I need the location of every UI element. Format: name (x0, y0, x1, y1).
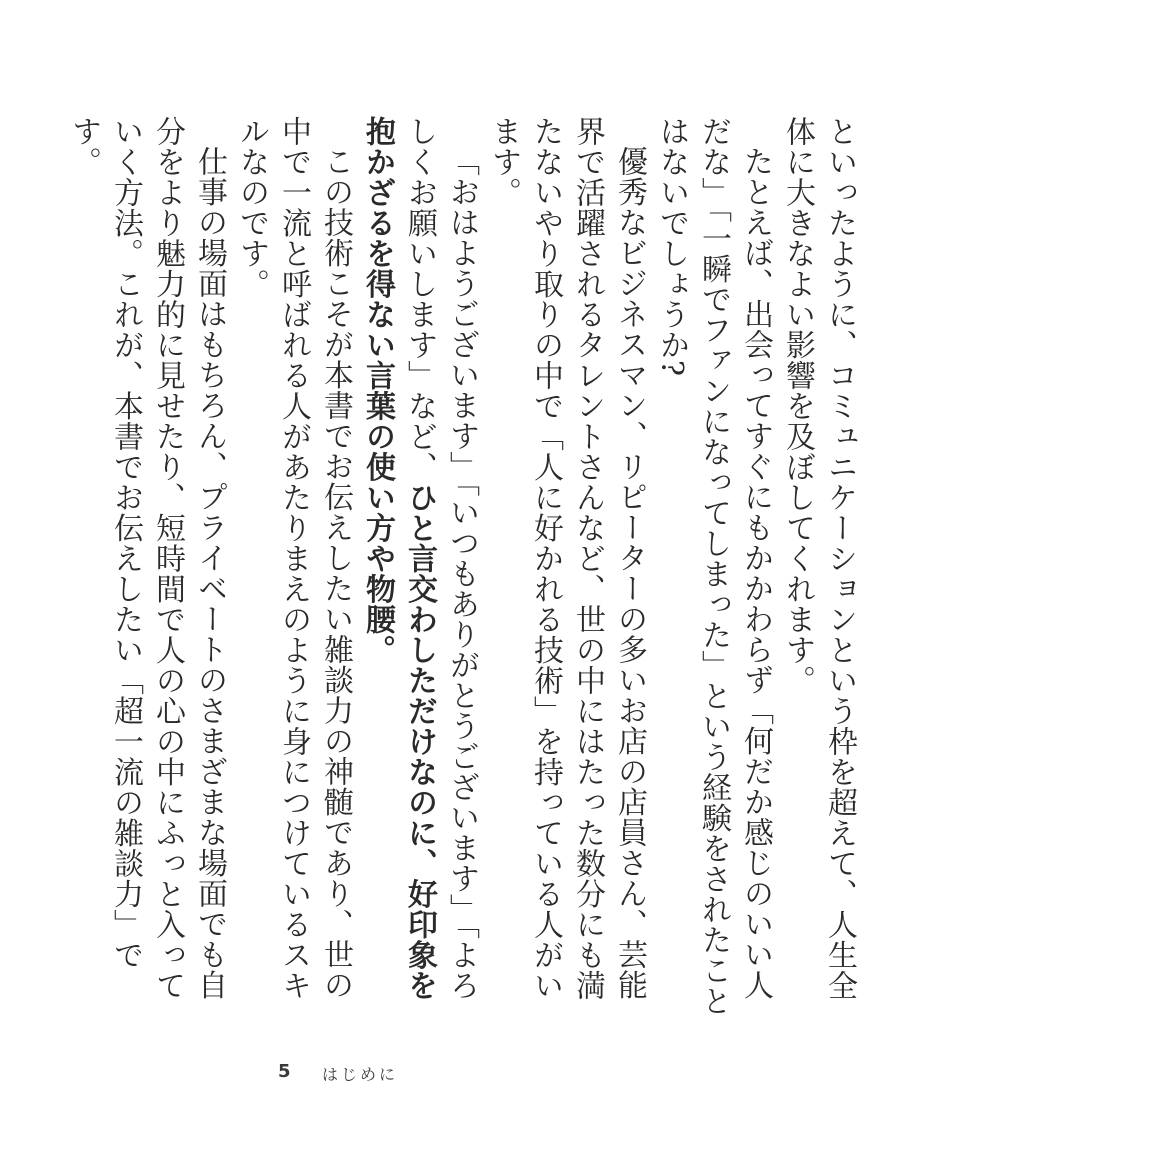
paragraph-1: といったように、コミュニケーションという枠を超えて、人生全体に大きなよい影響を及ぼしてくれます。 (780, 116, 857, 1001)
paragraph-5: この技術こそが本書でお伝えしたい雑談力の神髄であり、世の中で一流と呼ばれる人があたりまえのように身につけているスキルなのです。 (234, 116, 353, 1001)
vertical-body-text (66, 116, 860, 1016)
paragraph-4-bold-emphasis: ひと言交わしただけなのに、好印象を抱かざるを得ない言葉の使い方や物腰。 (360, 116, 437, 1001)
running-head: はじめに (322, 1065, 399, 1084)
page-number: 5 (278, 1061, 291, 1082)
paragraph-6: 仕事の場面はもちろん、プライベートのさまざまな場面でも自分をより魅力的に見せたり、短時間で人の心の中にふっと入っていく方法。これが、本書でお伝えしたい「超一流の雑談力」です。 (66, 116, 227, 1001)
paragraph-4-quotes: 「おはようございます」「いつもありがとうございます」「よろしくお願いします」など、 (402, 116, 479, 1001)
paragraph-2: たとえば、出会ってすぐにもかかわらず「何だか感じのいい人だな」「一瞬でファンになってしまった」という経験をされたことはないでしょうか? (654, 116, 773, 1016)
paragraph-4 (356, 116, 482, 1016)
paragraph-3: 優秀なビジネスマン、リピーターの多いお店の店員さん、芸能界で活躍されるタレントさんなど、世の中にはたった数分にも満たないやり取りの中で「人に好かれる技術」を持っている人がいます。 (486, 116, 647, 1001)
